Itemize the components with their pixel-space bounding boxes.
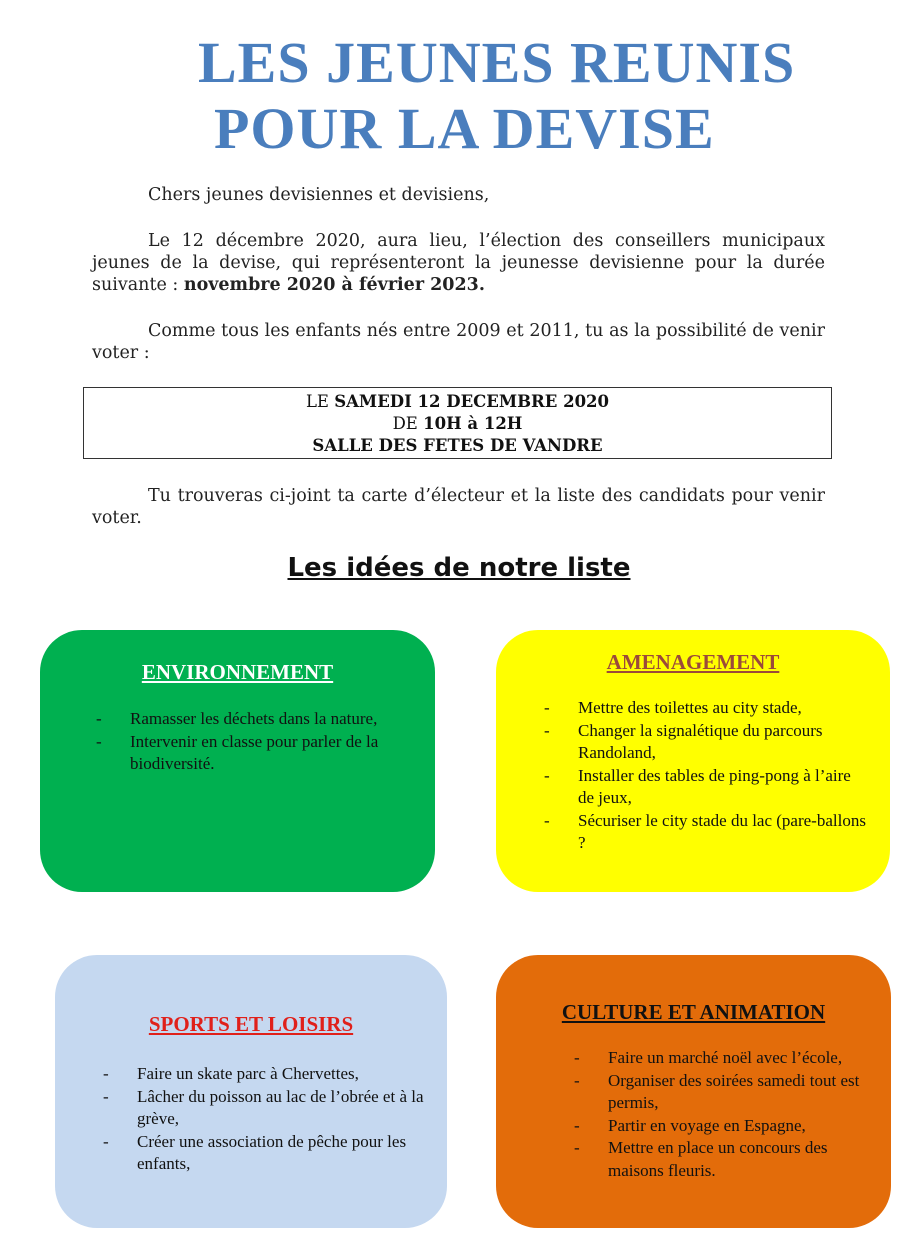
card-amenagement-title: AMENAGEMENT: [606, 650, 780, 674]
intro-paragraph: [92, 230, 825, 296]
vote-date-line: [84, 391, 831, 413]
list-item: - Partir en voyage en Espagne,: [568, 1115, 868, 1138]
vote-time-prefix: DE: [392, 414, 424, 433]
card-sports-title: SPORTS ET LOISIRS: [148, 1012, 354, 1036]
list-item: - Intervenir en classe pour parler de la biodiversité.: [90, 731, 415, 776]
vote-info-box: [83, 387, 832, 459]
vote-place: SALLE DES FETES DE VANDRE: [312, 436, 603, 455]
vote-time: 10H à 12H: [423, 414, 523, 433]
list-item: - Lâcher du poisson au lac de l’obrée et à la grève,: [97, 1086, 427, 1131]
vote-time-line: [84, 413, 831, 435]
card-environnement-list: [90, 708, 415, 776]
list-item: - Installer des tables de ping-pong à l’aire de jeux,: [538, 765, 868, 810]
intro-period: novembre 2020 à février 2023.: [183, 275, 485, 295]
card-environnement-title: ENVIRONNEMENT: [141, 660, 334, 684]
vote-place-line: [84, 435, 831, 457]
list-item: - Mettre des toilettes au city stade,: [538, 697, 868, 720]
page-title-line1: LES JEUNES REUNIS: [198, 30, 796, 95]
card-amenagement: [496, 630, 890, 892]
list-item: - Faire un marché noël avec l’école,: [568, 1047, 868, 1070]
card-amenagement-list: [538, 697, 868, 855]
intro-text: Le 12 décembre 2020, aura lieu, l’élection des conseillers municipaux jeunes de la devise, qui représenteront la jeunesse devisienne pour la durée suivante :: [92, 231, 825, 295]
vote-invite-text: Comme tous les enfants nés entre 2009 et 2011, tu as la possibilité de venir voter :: [92, 321, 825, 363]
list-item: - Créer une association de pêche pour les enfants,: [97, 1131, 427, 1176]
list-item: - Mettre en place un concours des maisons fleuris.: [568, 1137, 868, 1182]
card-sports: [55, 955, 447, 1228]
carte-text: Tu trouveras ci-joint ta carte d’électeur et la liste des candidats pour venir voter.: [92, 486, 825, 528]
vote-invite-paragraph: [92, 320, 825, 364]
list-item: - Faire un skate parc à Chervettes,: [97, 1063, 427, 1086]
card-sports-list: [97, 1063, 427, 1176]
vote-date-prefix: LE: [305, 392, 335, 411]
card-environnement: [40, 630, 435, 892]
list-item: - Sécuriser le city stade du lac (pare-ballons ?: [538, 810, 868, 855]
card-culture-title: CULTURE ET ANIMATION: [561, 1000, 826, 1024]
list-item: - Organiser des soirées samedi tout est permis,: [568, 1070, 868, 1115]
list-item: - Changer la signalétique du parcours Randoland,: [538, 720, 868, 765]
card-culture-list: [568, 1047, 868, 1182]
section-title: Les idées de notre liste: [287, 553, 631, 583]
page-title-line2: POUR LA DEVISE: [214, 96, 715, 161]
list-item: - Ramasser les déchets dans la nature,: [90, 708, 415, 731]
card-culture: [496, 955, 891, 1228]
carte-paragraph: [92, 485, 825, 529]
greeting: Chers jeunes devisiennes et devisiens,: [148, 185, 490, 205]
vote-date: SAMEDI 12 DECEMBRE 2020: [334, 392, 610, 411]
